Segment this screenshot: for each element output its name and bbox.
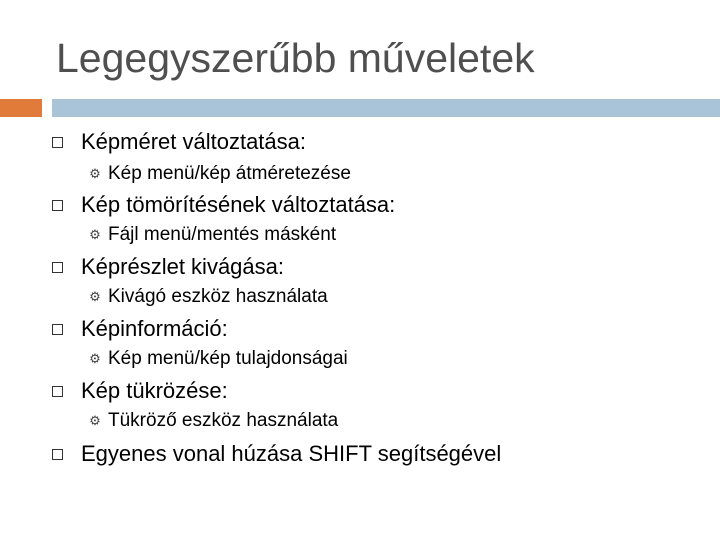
sub-bullet-item (88, 161, 351, 187)
bullet-text: Kép tükrözése: (81, 378, 228, 403)
sub-bullet-text: Tükröző eszköz használata (108, 410, 339, 431)
bullet-item-kepmeret (52, 127, 306, 157)
bullet-item-kivagas (52, 252, 284, 282)
sub-bullet-item (88, 346, 348, 372)
sub-bullet-item (88, 408, 338, 434)
square-bullet-icon (52, 386, 63, 397)
square-bullet-icon (52, 137, 63, 148)
bullet-text: Képrészlet kivágása: (81, 254, 284, 279)
square-bullet-icon (52, 449, 63, 460)
bullet-text: Kép tömörítésének változtatása: (81, 192, 396, 217)
gear-bullet-icon: ⚙ (89, 166, 101, 181)
gear-bullet-icon: ⚙ (89, 351, 101, 366)
bullet-item-tomorites (52, 190, 395, 220)
square-bullet-icon (52, 324, 63, 335)
bullet-text: Képinformáció: (81, 316, 228, 341)
sub-bullet-text: Kivágó eszköz használata (108, 286, 328, 307)
sub-bullet-text: Kép menü/kép tulajdonságai (108, 348, 348, 369)
bullet-item-kepinformacio (52, 314, 228, 344)
slide-title: Legegyszerűbb műveletek (56, 35, 535, 81)
gear-bullet-icon: ⚙ (89, 227, 101, 242)
sub-bullet-text: Fájl menü/mentés másként (108, 224, 337, 245)
bullet-text: Egyenes vonal húzása SHIFT segítségével (81, 441, 502, 466)
bullet-item-egyenes-vonal (52, 439, 501, 469)
bullet-text: Képméret változtatása: (81, 129, 307, 154)
sub-bullet-item (88, 222, 336, 248)
square-bullet-icon (52, 262, 63, 273)
sub-bullet-item (88, 284, 328, 310)
gear-bullet-icon: ⚙ (89, 289, 101, 304)
sub-bullet-text: Kép menü/kép átméretezése (108, 163, 351, 184)
bullet-item-tukrozes (52, 376, 228, 406)
square-bullet-icon (52, 200, 63, 211)
gear-bullet-icon: ⚙ (89, 413, 101, 428)
